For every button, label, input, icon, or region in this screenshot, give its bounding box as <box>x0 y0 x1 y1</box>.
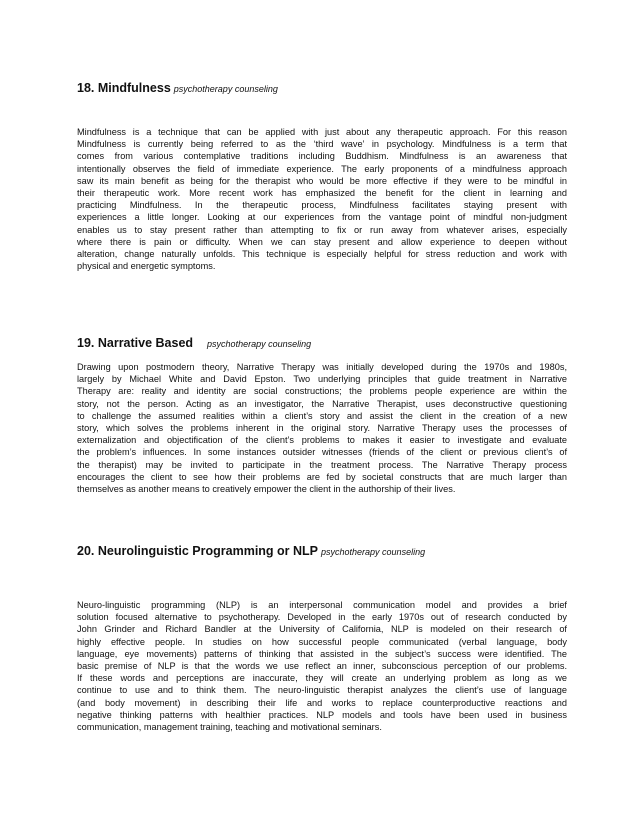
paragraph-line: practicing Mindfulness. In the therapeutic process, Mindfulness facilitates staying present with <box>77 200 567 211</box>
paragraph-line: physical and energetic symptoms. <box>77 261 216 272</box>
paragraph-line: Mindfulness is a technique that can be applied with just about any therapeutic approach. For this reason <box>77 127 567 137</box>
section-body-mindfulness <box>77 126 567 272</box>
paragraph-line: intentionally observes the field of immediate experience. The early proponents of a mindfulness approach <box>77 163 567 174</box>
paragraph-line: alteration, change naturally unfolds. This technique is especially helpful for stress reduction and work with <box>77 249 567 260</box>
section-subtitle: psychotherapy counseling <box>321 547 426 557</box>
paragraph-line: language, eye movements) patterns of thinking that assisted in the subject’s success were identified. The <box>77 648 567 659</box>
paragraph-line: story, which solves the problems inherent in the original story. Narrative Therapy uses the processes of <box>77 423 567 434</box>
paragraph-line: encourages the client to see how their problems are fed by societal constructs that are much larger than <box>77 471 567 482</box>
paragraph-line: their therapeutic work. More recent work has emphasized the benefit for the client in learning and <box>77 188 567 199</box>
section-subtitle: psychotherapy counseling <box>173 84 278 94</box>
paragraph-line: the therapist) may be invited to participate in the treatment process. The Narrative Therapy process <box>77 459 567 470</box>
paragraph-line: If these words and perceptions are inaccurate, they will create an underlying problem as long as we <box>77 673 567 684</box>
paragraph-line: enables us to stay present rather than attempting to fix or run away from whatever arises, especially <box>77 224 567 235</box>
paragraph-line: to challenge the assumed realities within a client’s story and assist the client in the creation of a new <box>77 410 567 421</box>
paragraph-line: saw its main benefit as being for the therapist who would be more effective if they were to be mindful in <box>77 175 567 186</box>
paragraph-line: Neuro-linguistic programming (NLP) is an interpersonal communication model and provides a brief <box>77 600 567 610</box>
section-subtitle: psychotherapy counseling <box>207 339 312 349</box>
paragraph-line: communication, management training, teaching and motivational seminars. <box>77 722 382 733</box>
section-heading-mindfulness <box>77 80 567 97</box>
section-heading-nlp <box>77 543 567 560</box>
section-title: 19. Narrative Based <box>77 336 194 350</box>
section-title: 18. Mindfulness <box>77 81 171 95</box>
paragraph-line: largely by Michael White and David Epston. Two underlying principles that guide treatment in Narrative <box>77 374 567 385</box>
paragraph-line: themselves as another means to creatively empower the client in the authorship of their lives. <box>77 484 456 495</box>
paragraph-line: comes from various contemplative traditions including Buddhism. Mindfulness is an awareness that <box>77 151 567 162</box>
paragraph-line: Mindfulness is currently being referred to as the ‘third wave’ in psychology. Mindfulness is a term that <box>77 139 567 150</box>
paragraph-line: solution focused alternative to psychotherapy. Developed in the early 1970s out of research conducted by <box>77 612 567 623</box>
section-title: 20. Neurolinguistic Programming or NLP <box>77 544 319 558</box>
paragraph-line: highly effective people. In studies on how successful people communicated (verbal language, body <box>77 636 567 647</box>
paragraph-line: experiences a little longer. Looking at our experiences from the vantage point of mindful non-judgment <box>77 212 567 223</box>
section-body-narrative <box>77 361 567 495</box>
paragraph-line: Therapy are: reality and identity are social constructions; the problems people experience are within the <box>77 386 567 397</box>
paragraph-line: John Grinder and Richard Bandler at the University of California, NLP is modeled on their research of <box>77 624 567 635</box>
paragraph-line: where there is pain or difficulty. When we can stay present and allow experience to deepen without <box>77 236 567 247</box>
paragraph-line: basic premise of NLP is that the words we use reflect an inner, subconscious perception of our problems. <box>77 661 567 672</box>
paragraph-line: (and body movement) in describing their life and works to replace counterproductive reactions and <box>77 697 567 708</box>
paragraph-line: externalization and objectification of the client’s problems to makes it easier to investigate and evaluate <box>77 435 567 446</box>
paragraph-line: continue to use and to think them. The neuro-linguistic therapist analyzes the client’s use of language <box>77 685 567 696</box>
paragraph-line: story, not the person. Acting as an investigator, the Narrative Therapist, uses deconstructive questioning <box>77 398 567 409</box>
section-heading-narrative <box>77 335 567 352</box>
paragraph-line: negative thinking patterns with healthier practices. NLP models and tools have been used in business <box>77 709 567 720</box>
section-body-nlp <box>77 599 567 733</box>
paragraph-line: Drawing upon postmodern theory, Narrative Therapy was initially developed during the 1970s and 1980s, <box>77 362 567 372</box>
paragraph-line: the problem’s influences. In some instances outsider witnesses (friends of the client or previous client’s of <box>77 447 567 458</box>
